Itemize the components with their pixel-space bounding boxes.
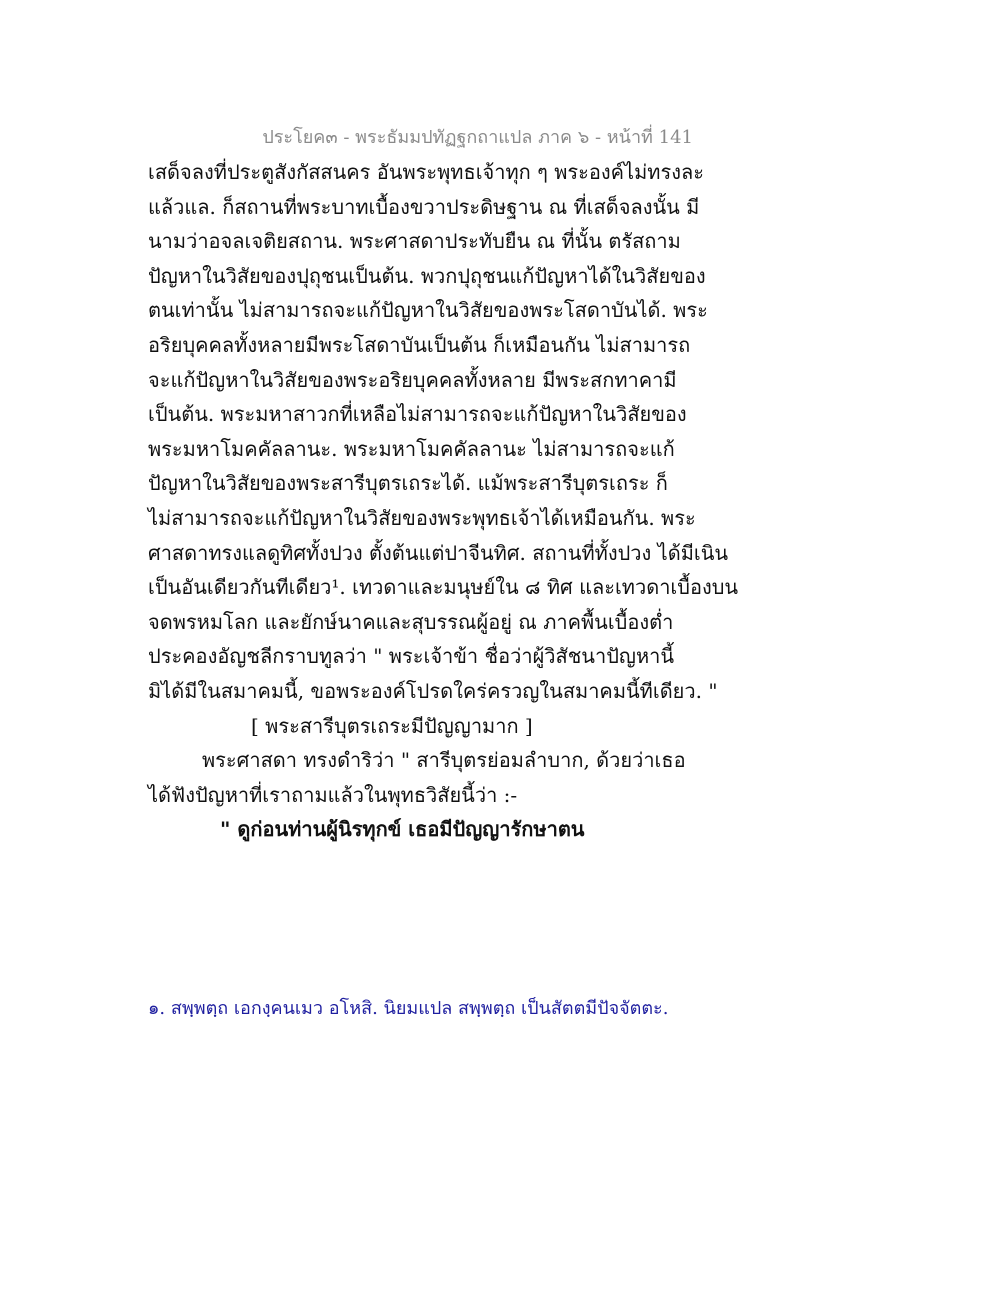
text-line: ปัญหาในวิสัยของพระสารีบุตรเถระได้. แม้พระสารีบุตรเถระ ก็ [148, 471, 668, 496]
text-line: ปัญหาในวิสัยของปุถุชนเป็นต้น. พวกปุถุชนแก้ปัญหาได้ในวิสัยของ [148, 263, 706, 288]
text-line: เป็นอันเดียวกันทีเดียว¹. เทวดาและมนุษย์ใน ๘ ทิศ และเทวดาเบื้องบน [148, 575, 739, 600]
verse-line: " ดูก่อนท่านผู้นิรทุกข์ เธอมีปัญญารักษาตน [220, 817, 585, 842]
speech-line: พระศาสดา ทรงดำริว่า " สารีบุตรย่อมลำบาก, ด้วยว่าเธอ [202, 748, 686, 773]
text-line: เป็นต้น. พระมหาสาวกที่เหลือไม่สามารถจะแก้ปัญหาในวิสัยของ [148, 402, 687, 427]
text-line: อริยบุคคลทั้งหลายมีพระโสดาบันเป็นต้น ก็เหมือนกัน ไม่สามารถ [148, 332, 691, 357]
text-line: นามว่าอจลเจติยสถาน. พระศาสดาประทับยืน ณ ที่นั้น ตรัสถาม [148, 229, 681, 254]
text-line: ตนเท่านั้น ไม่สามารถจะแก้ปัญหาในวิสัยของพระโสดาบันได้. พระ [148, 298, 708, 323]
main-text [148, 155, 739, 847]
text-line: ประคองอัญชลีกราบทูลว่า " พระเจ้าข้า ชื่อว่าผู้วิสัชนาปัญหานี้ [148, 644, 675, 669]
text-line: จะแก้ปัญหาในวิสัยของพระอริยบุคคลทั้งหลาย มีพระสกทาคามี [148, 367, 677, 392]
text-line: เสด็จลงที่ประตูสังกัสสนคร อันพระพุทธเจ้าทุก ๆ พระองค์ไม่ทรงละ [148, 160, 704, 184]
text-line: จดพรหมโลก และยักษ์นาคและสุบรรณผู้อยู่ ณ ภาคพื้นเบื้องต่ำ [148, 609, 674, 634]
text-line: แล้วแล. ก็สถานที่พระบาทเบื้องขวาประดิษฐาน ณ ที่เสด็จลงนั้น มี [148, 194, 700, 219]
text-line: มิได้มีในสมาคมนี้, ขอพระองค์โปรดใคร่ครวญในสมาคมนี้ทีเดียว. " [148, 678, 718, 703]
running-header: ประโยค๓ - พระธัมมปทัฏฐกถาแปล ภาค ๖ - หน้าที่ 141 [262, 127, 693, 148]
speech-line: ได้ฟังปัญหาที่เราถามแล้วในพุทธวิสัยนี้ว่า :- [148, 782, 518, 807]
text-line: พระมหาโมคคัลลานะ. พระมหาโมคคัลลานะ ไม่สามารถจะแก้ [148, 436, 675, 461]
footnote: ๑. สพฺพตฺถ เอกงฺคนเมว อโหสิ. นิยมแปล สพฺพตฺถ เป็นสัตตมีปัจจัตตะ. [148, 998, 669, 1019]
text-line: ศาสดาทรงแลดูทิศทั้งปวง ตั้งต้นแต่ปาจีนทิศ. สถานที่ทั้งปวง ได้มีเนิน [148, 540, 729, 565]
text-line: ไม่สามารถจะแก้ปัญหาในวิสัยของพระพุทธเจ้าได้เหมือนกัน. พระ [148, 505, 696, 530]
section-heading: [ พระสารีบุตรเถระมีปัญญามาก ] [251, 713, 533, 738]
